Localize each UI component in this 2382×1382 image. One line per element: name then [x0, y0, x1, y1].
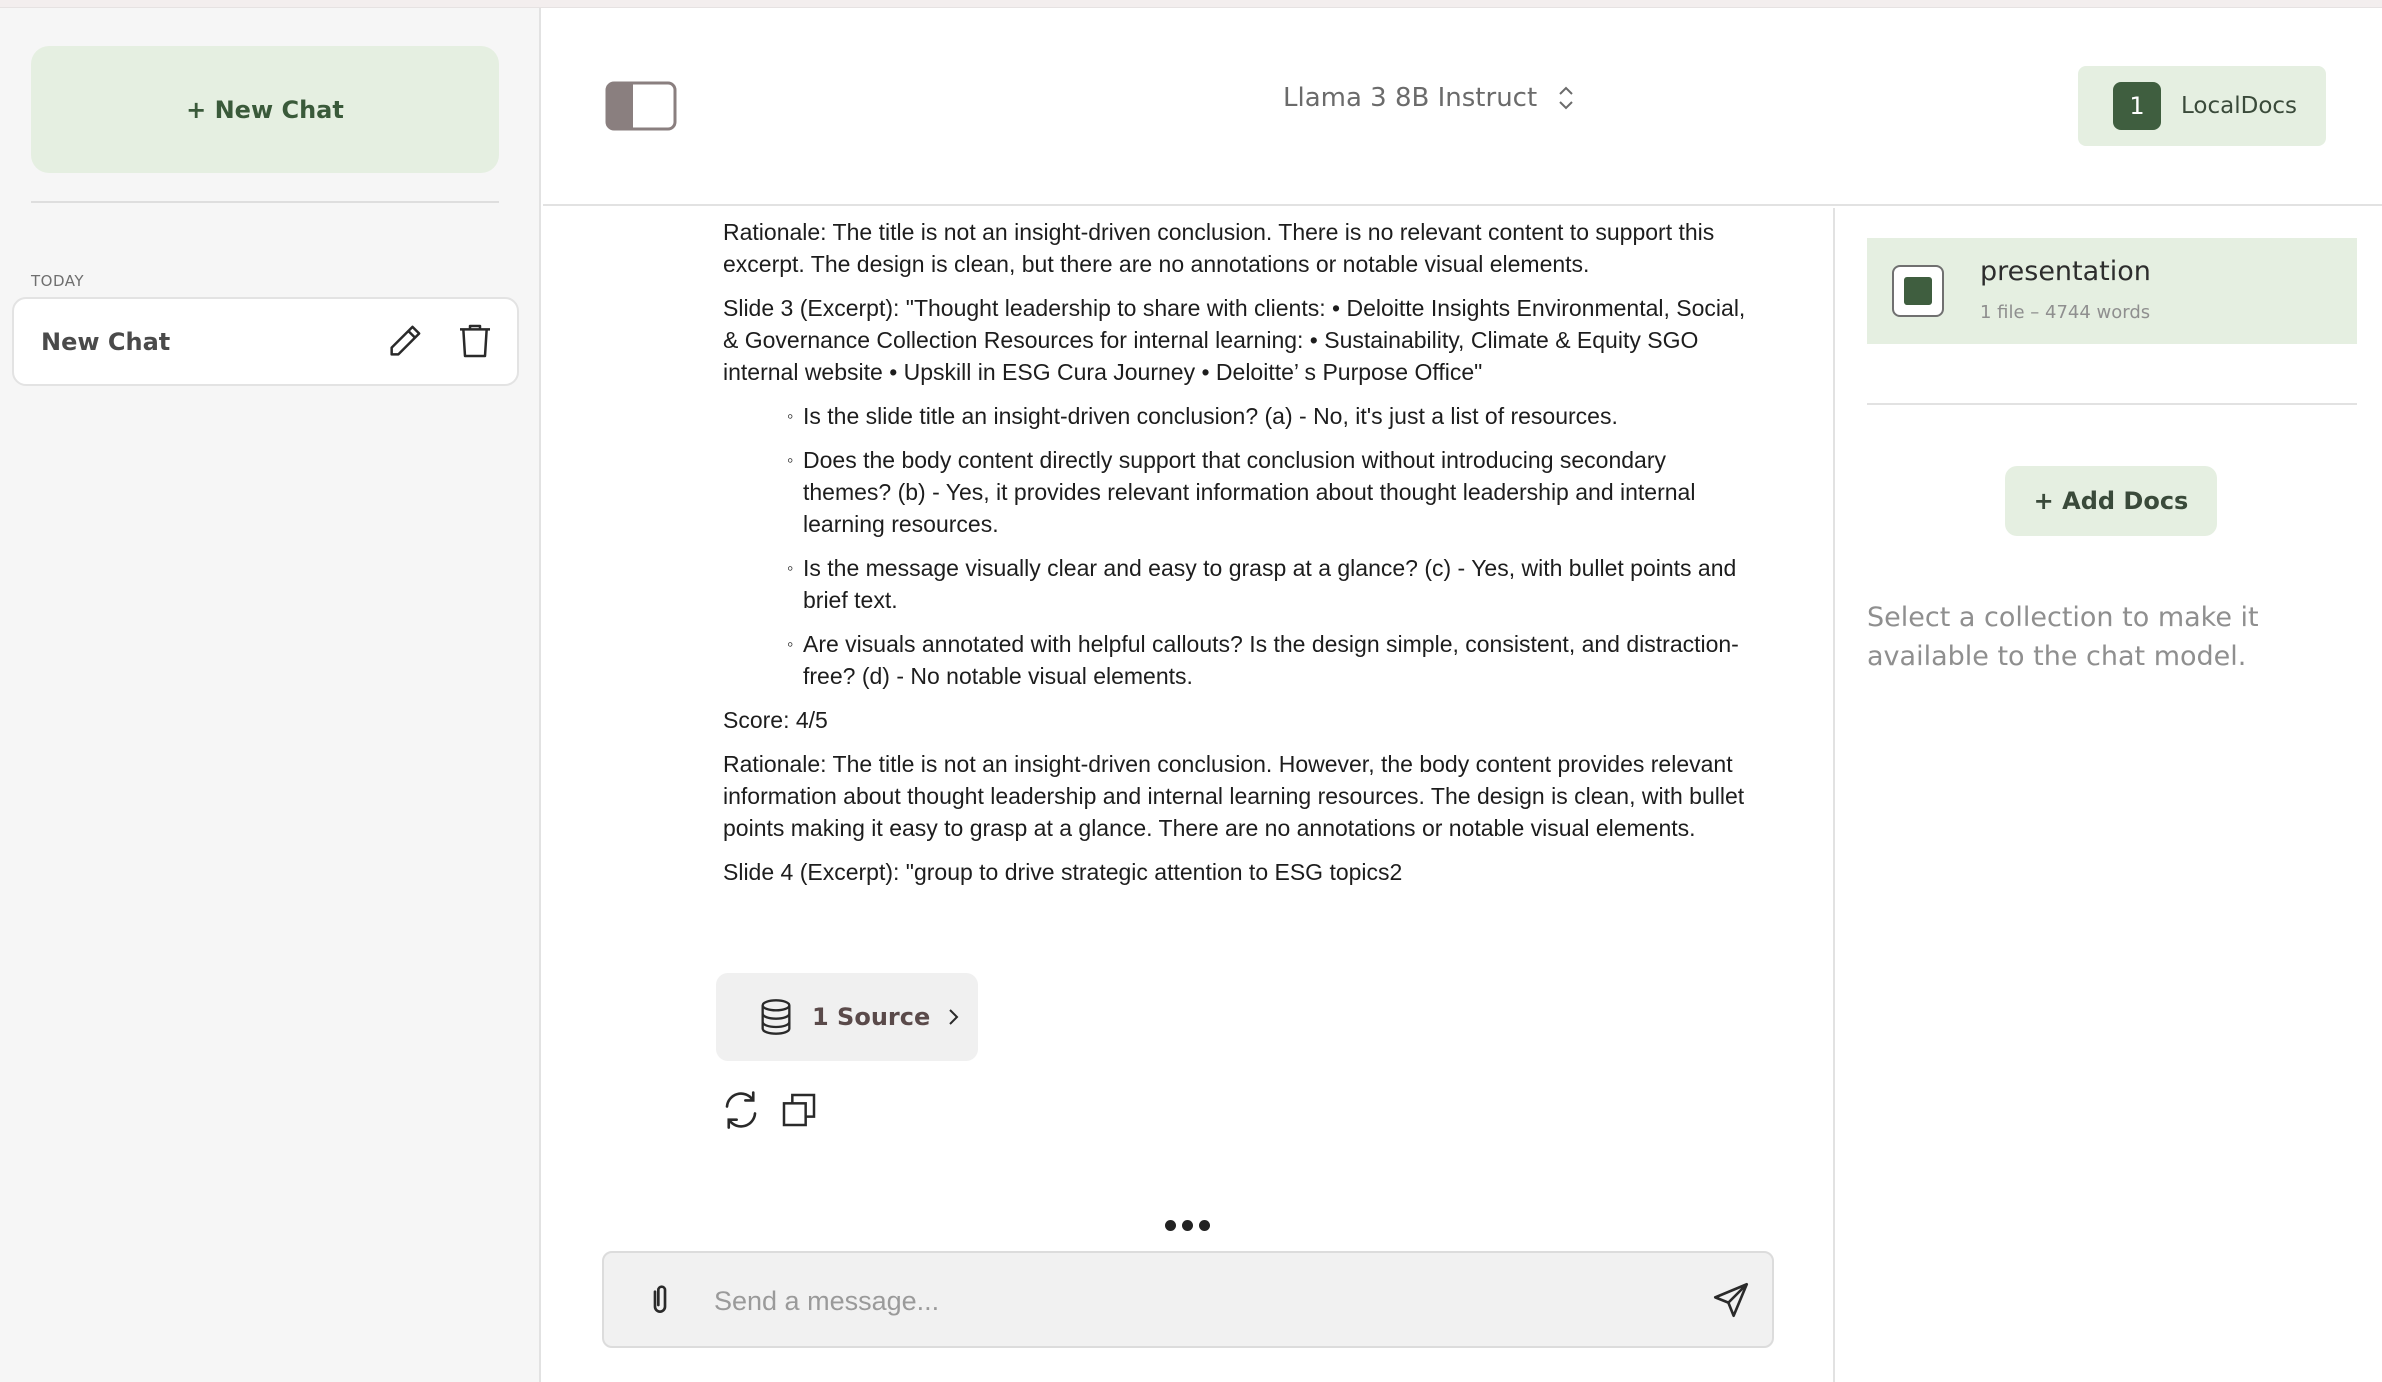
model-selector[interactable]: [1283, 83, 1575, 113]
toggle-sidebar-button[interactable]: [605, 81, 677, 135]
message-bullet-list: [723, 400, 1753, 692]
chat-conversation: [543, 208, 1833, 1382]
model-name: Llama 3 8B Instruct: [1283, 83, 1538, 113]
collection-hint: Select a collection to make it available to the chat model.: [1867, 602, 2259, 672]
typing-dot: [1165, 1220, 1176, 1231]
typing-indicator: [1165, 1220, 1210, 1231]
new-chat-button[interactable]: + New Chat: [31, 46, 499, 173]
chat-sidebar: [0, 8, 541, 1382]
message-paragraph: Slide 3 (Excerpt): "Thought leadership to share with clients: • Deloitte Insights Environmental, Social, & Governance Collection Resources for internal learning: • Sustainability, Climate & Equity SGO internal website • Upskill in ESG Cura Journey • Deloitte’ s Purpose Office": [723, 295, 1746, 385]
paperclip-icon: [640, 1279, 680, 1321]
sidebar-divider: [31, 201, 499, 203]
collection-item[interactable]: [1867, 238, 2357, 344]
collection-meta: 1 file – 4744 words: [1980, 302, 2151, 323]
message-actions: [719, 1088, 821, 1132]
attach-button[interactable]: [640, 1279, 680, 1325]
window-top-edge: [0, 0, 2382, 8]
chat-header: [543, 8, 2382, 206]
pencil-icon: [385, 321, 425, 361]
add-docs-button[interactable]: + Add Docs: [2005, 466, 2217, 536]
send-button[interactable]: [1710, 1279, 1752, 1325]
localdocs-count-badge: 1: [2113, 82, 2161, 130]
list-item: ◦ Does the body content directly support that conclusion without introducing secondary themes? (b) - Yes, it provides relevant information about thought leadership and internal learning resources.: [803, 444, 1753, 540]
assistant-message: [723, 216, 1753, 900]
copy-icon: [779, 1090, 819, 1130]
send-icon: [1710, 1279, 1752, 1321]
list-item: ◦ Is the message visually clear and easy to grasp at a glance? (c) - Yes, with bullet points and brief text.: [803, 552, 1753, 616]
edit-chat-button[interactable]: [383, 319, 427, 363]
chevron-up-down-icon: [1557, 83, 1575, 113]
message-input[interactable]: [714, 1273, 1654, 1329]
message-paragraph: Rationale: The title is not an insight-driven conclusion. However, the body content provides relevant information about thought leadership and internal learning resources. The design is clean, with bullet points making it easy to grasp at a glance. There are no annotations or notable visual elements.: [723, 751, 1745, 841]
typing-dot: [1182, 1220, 1193, 1231]
refresh-icon: [720, 1089, 762, 1131]
collection-name: presentation: [1980, 256, 2151, 287]
typing-dot: [1199, 1220, 1210, 1231]
trash-icon: [455, 321, 495, 361]
message-score: Score: 4/5: [723, 707, 828, 733]
checkbox-checked-indicator: [1904, 277, 1932, 305]
regenerate-button[interactable]: [719, 1088, 763, 1132]
section-label-today: TODAY: [31, 272, 85, 290]
localdocs-label: LocalDocs: [2181, 93, 2298, 119]
localdocs-panel: [1833, 208, 2382, 1382]
message-paragraph: Rationale: The title is not an insight-driven conclusion. There is no relevant content to support this excerpt. The design is clean, but there are no annotations or notable visual elements.: [723, 219, 1715, 277]
delete-chat-button[interactable]: [453, 319, 497, 363]
message-paragraph: Slide 4 (Excerpt): "group to drive strategic attention to ESG topics2: [723, 859, 1403, 885]
chat-list-item[interactable]: [12, 297, 519, 386]
message-composer: [602, 1251, 1774, 1348]
list-item: ◦ Are visuals annotated with helpful callouts? Is the design simple, consistent, and distraction-free? (d) - No notable visual elements.: [803, 628, 1753, 692]
list-item: ◦ Is the slide title an insight-driven conclusion? (a) - No, it's just a list of resources.: [803, 400, 1753, 432]
chevron-right-icon: [946, 1006, 960, 1028]
panel-divider: [1867, 403, 2357, 405]
localdocs-button[interactable]: [2078, 66, 2326, 146]
collection-checkbox[interactable]: [1892, 265, 1944, 317]
database-icon: [756, 997, 796, 1037]
sources-button[interactable]: [716, 973, 978, 1061]
sources-label: 1 Source: [812, 1003, 931, 1031]
copy-button[interactable]: [777, 1088, 821, 1132]
chat-item-label: New Chat: [41, 327, 171, 356]
sidebar-toggle-icon: [605, 81, 677, 131]
